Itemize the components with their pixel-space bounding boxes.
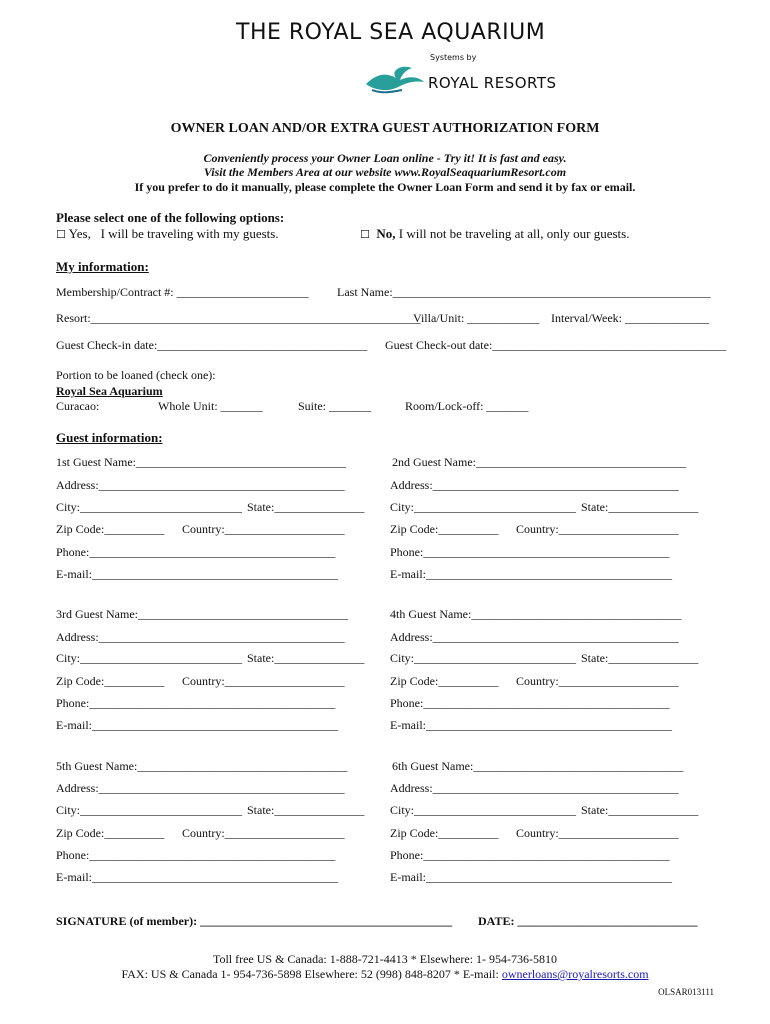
guest-6-city-field[interactable]: City:___________________________ xyxy=(390,803,577,817)
guest-1-zip-field[interactable]: Zip Code:__________ xyxy=(56,522,165,536)
resort-name: Royal Sea Aquarium xyxy=(56,384,163,398)
guest-6-name-field[interactable]: 6th Guest Name:___________________________________ xyxy=(392,759,684,773)
suite-field[interactable]: Suite: _______ xyxy=(298,399,372,413)
guest-4-email-field[interactable]: E-mail:_________________________________________ xyxy=(390,718,672,732)
guest-1-email-field[interactable]: E-mail:_________________________________________ xyxy=(56,567,338,581)
royal-resorts-logo-icon xyxy=(362,62,428,96)
option-no-label: No, xyxy=(376,226,396,241)
date-field[interactable]: DATE: ______________________________ xyxy=(478,914,698,928)
guest-2-phone-field[interactable]: Phone:_________________________________________ xyxy=(390,545,670,559)
logo-title: THE ROYAL SEA AQUARIUM xyxy=(236,20,546,45)
logo-systems-by: Systems by xyxy=(430,53,477,62)
guest-2-name-field[interactable]: 2nd Guest Name:___________________________________ xyxy=(392,455,686,469)
logo-brand: ROYAL RESORTS xyxy=(428,74,557,92)
form-code: OLSAR013111 xyxy=(658,987,714,997)
signature-field[interactable]: SIGNATURE (of member): __________________________________________ xyxy=(56,914,453,928)
guest-6-email-field[interactable]: E-mail:_________________________________________ xyxy=(390,870,672,884)
header-line-3: If you prefer to do it manually, please complete the Owner Loan Form and send it by fax or email. xyxy=(134,180,636,194)
checkin-date-field[interactable]: Guest Check-in date:___________________________________ xyxy=(56,338,368,352)
guest-5-email-field[interactable]: E-mail:_________________________________________ xyxy=(56,870,338,884)
option-no[interactable] xyxy=(360,226,629,242)
guest-4-zip-field[interactable]: Zip Code:__________ xyxy=(390,674,499,688)
guest-3-phone-field[interactable]: Phone:_________________________________________ xyxy=(56,696,336,710)
guest-2-address-field[interactable]: Address:_________________________________________ xyxy=(390,478,679,492)
email-link[interactable]: ownerloans@royalresorts.com xyxy=(501,967,649,981)
guest-5-city-field[interactable]: City:___________________________ xyxy=(56,803,243,817)
guest-1-state-field[interactable]: State:_______________ xyxy=(247,500,365,514)
guest-6-country-field[interactable]: Country:____________________ xyxy=(516,826,679,840)
guest-2-country-field[interactable]: Country:____________________ xyxy=(516,522,679,536)
interval-week-field[interactable]: Interval/Week: ______________ xyxy=(551,311,709,325)
guest-6-address-field[interactable]: Address:_________________________________________ xyxy=(390,781,679,795)
guest-4-phone-field[interactable]: Phone:_________________________________________ xyxy=(390,696,670,710)
resort-field[interactable]: Resort:_______________________________________________________ xyxy=(56,311,421,325)
option-no-text: I will not be traveling at all, only our guests. xyxy=(398,226,630,241)
tollfree-line: Toll free US & Canada: 1-888-721-4413 * Elsewhere: 1- 954-736-5810 xyxy=(212,952,558,966)
option-yes[interactable] xyxy=(56,226,279,242)
guest-5-state-field[interactable]: State:_______________ xyxy=(247,803,365,817)
yes-checkbox-icon[interactable]: ☐ xyxy=(56,228,66,241)
guest-5-address-field[interactable]: Address:_________________________________________ xyxy=(56,781,345,795)
guest-5-zip-field[interactable]: Zip Code:__________ xyxy=(56,826,165,840)
guest-3-email-field[interactable]: E-mail:_________________________________________ xyxy=(56,718,338,732)
guest-1-address-field[interactable]: Address:_________________________________________ xyxy=(56,478,345,492)
guest-4-country-field[interactable]: Country:____________________ xyxy=(516,674,679,688)
options-prompt: Please select one of the following options: xyxy=(56,210,285,225)
guest-1-phone-field[interactable]: Phone:_________________________________________ xyxy=(56,545,336,559)
guest-2-city-field[interactable]: City:___________________________ xyxy=(390,500,577,514)
guest-information-heading: Guest information: xyxy=(56,430,163,445)
header-line-1: Conveniently process your Owner Loan online - Try it! It is fast and easy. xyxy=(203,151,567,165)
last-name-field[interactable]: Last Name:_____________________________________________________ xyxy=(337,285,711,299)
my-information-heading: My information: xyxy=(56,259,149,274)
whole-unit-field[interactable]: Whole Unit: _______ xyxy=(158,399,263,413)
membership-field[interactable]: Membership/Contract #: ______________________ xyxy=(56,285,309,299)
checkout-date-field[interactable]: Guest Check-out date:_______________________________________ xyxy=(385,338,727,352)
guest-5-phone-field[interactable]: Phone:_________________________________________ xyxy=(56,848,336,862)
guest-2-zip-field[interactable]: Zip Code:__________ xyxy=(390,522,499,536)
fax-text: FAX: US & Canada 1- 954-736-5898 Elsewhere: 52 (998) 848-8207 * E-mail: xyxy=(121,967,499,981)
guest-4-state-field[interactable]: State:_______________ xyxy=(581,651,699,665)
guest-3-address-field[interactable]: Address:_________________________________________ xyxy=(56,630,345,644)
guest-3-state-field[interactable]: State:_______________ xyxy=(247,651,365,665)
option-yes-text: I will be traveling with my guests. xyxy=(100,226,279,241)
guest-4-address-field[interactable]: Address:_________________________________________ xyxy=(390,630,679,644)
guest-1-country-field[interactable]: Country:____________________ xyxy=(182,522,345,536)
guest-5-name-field[interactable]: 5th Guest Name:___________________________________ xyxy=(56,759,348,773)
header-line-2: Visit the Members Area at our website www.RoyalSeaquariumResort.com xyxy=(203,165,567,179)
guest-3-city-field[interactable]: City:___________________________ xyxy=(56,651,243,665)
guest-3-zip-field[interactable]: Zip Code:__________ xyxy=(56,674,165,688)
guest-2-email-field[interactable]: E-mail:_________________________________________ xyxy=(390,567,672,581)
guest-2-state-field[interactable]: State:_______________ xyxy=(581,500,699,514)
guest-1-city-field[interactable]: City:___________________________ xyxy=(56,500,243,514)
form-title: OWNER LOAN AND/OR EXTRA GUEST AUTHORIZATION FORM xyxy=(170,121,600,136)
guest-3-country-field[interactable]: Country:____________________ xyxy=(182,674,345,688)
guest-1-name-field[interactable]: 1st Guest Name:___________________________________ xyxy=(56,455,346,469)
guest-3-name-field[interactable]: 3rd Guest Name:___________________________________ xyxy=(56,607,348,621)
guest-5-country-field[interactable]: Country:____________________ xyxy=(182,826,345,840)
villa-unit-field[interactable]: Villa/Unit: ____________ xyxy=(413,311,540,325)
no-checkbox-icon[interactable]: ☐ xyxy=(360,228,370,241)
option-yes-label: Yes, xyxy=(68,226,91,241)
guest-6-state-field[interactable]: State:_______________ xyxy=(581,803,699,817)
fax-email-line xyxy=(0,967,770,982)
room-lockoff-field[interactable]: Room/Lock-off: _______ xyxy=(405,399,529,413)
portion-label: Portion to be loaned (check one): xyxy=(56,368,216,382)
guest-4-name-field[interactable]: 4th Guest Name:___________________________________ xyxy=(390,607,682,621)
guest-4-city-field[interactable]: City:___________________________ xyxy=(390,651,577,665)
curacao-label: Curacao: xyxy=(56,399,100,413)
guest-6-phone-field[interactable]: Phone:_________________________________________ xyxy=(390,848,670,862)
guest-6-zip-field[interactable]: Zip Code:__________ xyxy=(390,826,499,840)
